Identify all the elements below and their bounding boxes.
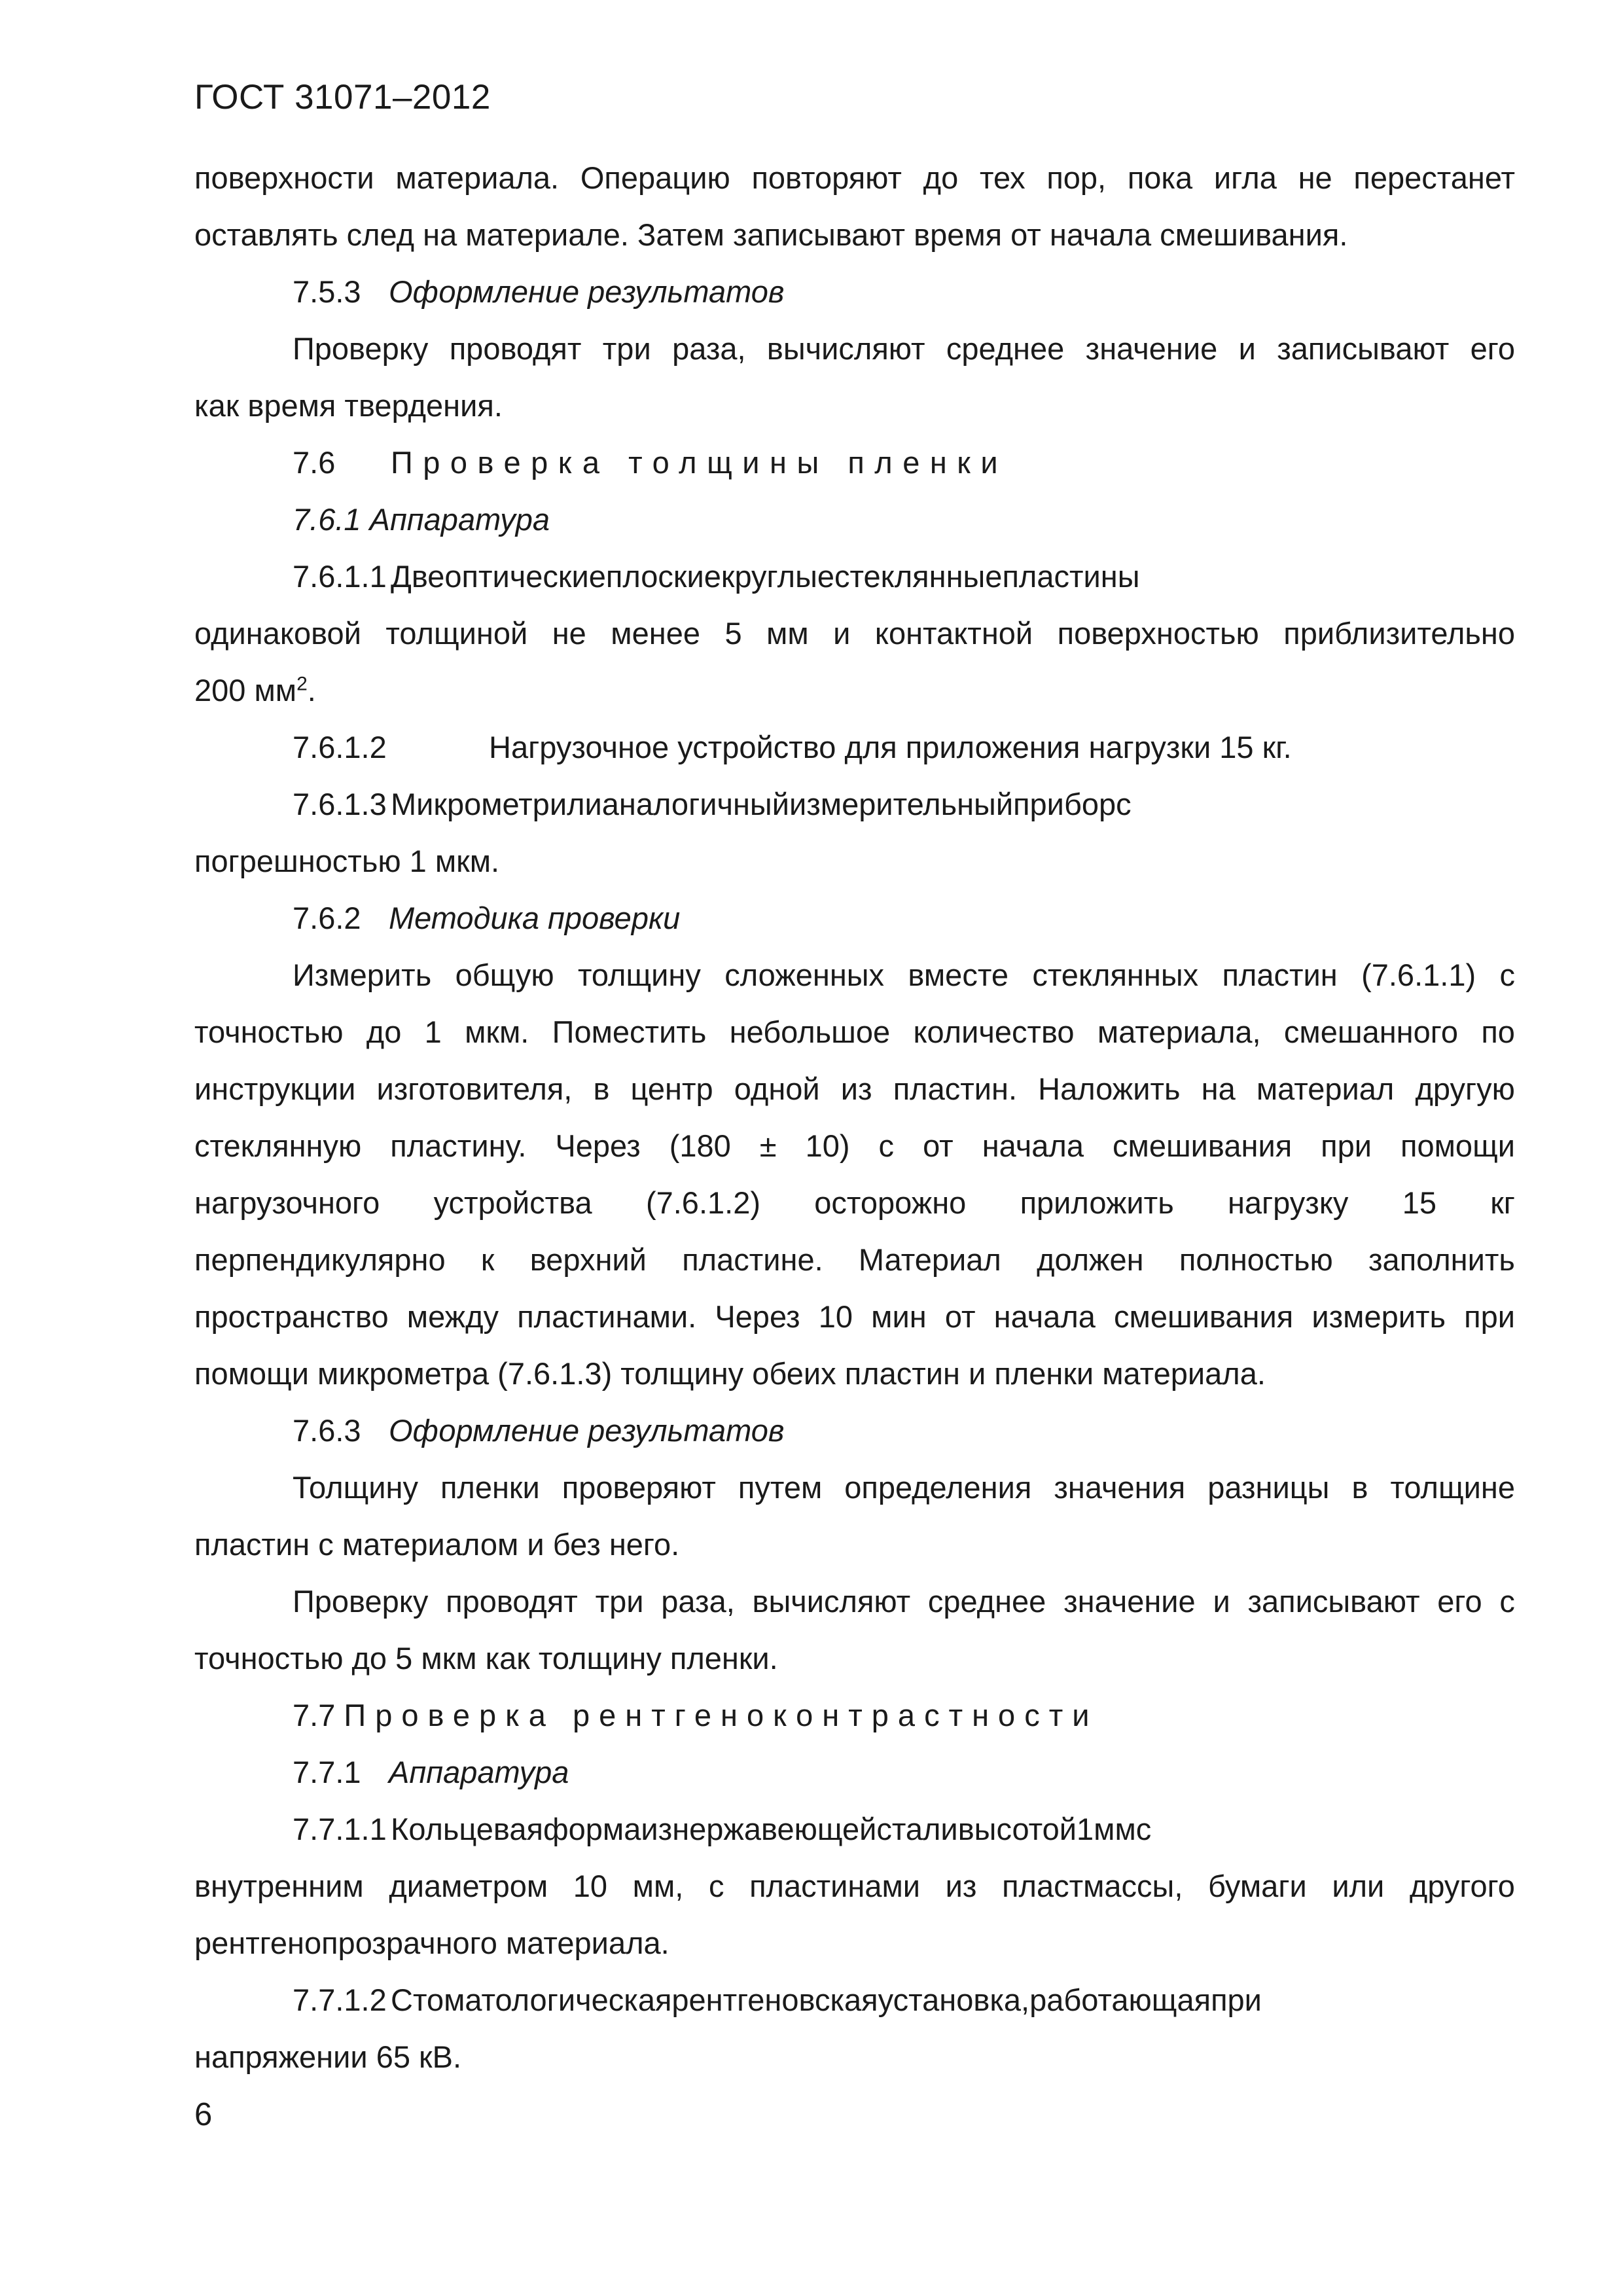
word: пластины <box>1002 559 1140 594</box>
section-heading-7-5-3 <box>194 263 1515 320</box>
section-heading-7-6-3 <box>194 1402 1515 1459</box>
word: высотой <box>957 1812 1077 1846</box>
word: измерительный <box>789 787 1014 821</box>
word: Наложить <box>1038 1071 1181 1106</box>
word: и <box>1213 1584 1230 1619</box>
word: 1 <box>1076 1812 1094 1846</box>
word: к <box>480 1242 495 1277</box>
word: и <box>833 616 851 651</box>
word: центр <box>630 1071 713 1106</box>
paragraph-line: помощи микрометра (7.6.1.3) толщину обеих пластин и пленки материала. <box>194 1356 1266 1391</box>
line-words <box>391 1801 1515 1857</box>
word: в <box>593 1071 610 1106</box>
word: из <box>945 1869 977 1903</box>
word: до <box>366 1014 402 1049</box>
section-heading-7-6-1: 7.6.1 Аппаратура <box>293 502 550 537</box>
word: работающая <box>1029 1982 1211 2017</box>
word: мкм. <box>465 1014 529 1049</box>
word: не <box>552 616 586 651</box>
word: определения <box>844 1470 1032 1505</box>
paragraph-line <box>194 548 1515 605</box>
word: Поместить <box>552 1014 707 1049</box>
document-body <box>194 149 1515 2085</box>
section-number: 7.6.1.2 <box>293 730 387 764</box>
word: не <box>1298 160 1332 195</box>
line-words <box>391 548 1515 605</box>
word: из <box>641 1812 673 1846</box>
word: проверяют <box>562 1470 716 1505</box>
paragraph-line <box>194 1801 1515 1857</box>
word: Толщину <box>293 1470 418 1505</box>
section-number: 7.7.1.1 <box>293 1812 387 1846</box>
paragraph-line <box>194 1117 1515 1174</box>
paragraph-line <box>194 1857 1515 1914</box>
paragraph-line <box>194 1573 1515 1630</box>
section-number: 7.5.3 <box>293 274 361 309</box>
word: с <box>1499 958 1515 992</box>
word: нержавеющей <box>672 1812 877 1846</box>
paragraph-line <box>194 662 1515 719</box>
word: пластинами <box>749 1869 921 1903</box>
word: пока <box>1127 160 1193 195</box>
word: пластинами. <box>517 1299 697 1334</box>
word: материала, <box>1097 1014 1261 1049</box>
section-heading-7-7-1 <box>194 1744 1515 1801</box>
word: с <box>1135 1812 1152 1846</box>
section-title: Оформление результатов <box>389 1413 785 1448</box>
word: точностью <box>194 1014 344 1049</box>
word: проводят <box>449 331 582 366</box>
word: среднее <box>946 331 1065 366</box>
word: количество <box>913 1014 1075 1049</box>
word: между <box>406 1299 499 1334</box>
word: раза, <box>672 331 746 366</box>
word: 10 <box>573 1869 608 1903</box>
word: нагрузочного <box>194 1185 380 1220</box>
word: вместе <box>908 958 1008 992</box>
word: приблизительно <box>1283 616 1515 651</box>
paragraph-line <box>194 605 1515 662</box>
word: от <box>923 1128 954 1163</box>
word: мм <box>1094 1812 1136 1846</box>
page-number: 6 <box>194 2097 213 2132</box>
word: при <box>1464 1299 1515 1334</box>
word: Через <box>715 1299 800 1334</box>
paragraph-line <box>194 149 1515 206</box>
word: Измерить <box>293 958 432 992</box>
word: вычисляют <box>766 331 925 366</box>
word: Проверку <box>293 331 429 366</box>
word: диаметром <box>389 1869 548 1903</box>
word: в <box>1351 1470 1368 1505</box>
paragraph-line: напряжении 65 кВ. <box>194 2039 462 2074</box>
word: пластмассы, <box>1002 1869 1183 1903</box>
section-7-6-1-2 <box>194 719 1515 776</box>
word: контактной <box>874 616 1033 651</box>
word: оптические <box>444 559 606 594</box>
section-heading-7-6 <box>194 434 1515 491</box>
word: перпендикулярно <box>194 1242 446 1277</box>
word: измерить <box>1311 1299 1446 1334</box>
section-title: Аппаратура <box>389 1755 569 1789</box>
word: поверхности <box>194 160 374 195</box>
section-text: Нагрузочное устройство для приложения нагрузки 15 кг. <box>489 730 1292 764</box>
word: по <box>1481 1014 1515 1049</box>
word: Проверку <box>293 1584 429 1619</box>
word: проводят <box>446 1584 578 1619</box>
word: устройства <box>433 1185 592 1220</box>
word: смешанного <box>1283 1014 1459 1049</box>
word: игла <box>1213 160 1277 195</box>
word: пластине. <box>682 1242 823 1277</box>
paragraph-line <box>194 320 1515 377</box>
word: его <box>1470 331 1515 366</box>
paragraph-line <box>194 1459 1515 1516</box>
word: верхний <box>529 1242 647 1277</box>
word: толщиной <box>385 616 528 651</box>
superscript: 2 <box>296 673 308 695</box>
paragraph-line <box>194 1971 1515 2028</box>
word: стеклянные <box>834 559 1003 594</box>
word: пластин. <box>893 1071 1018 1106</box>
word: заполнить <box>1368 1242 1515 1277</box>
word: на <box>1201 1071 1236 1106</box>
word: общую <box>455 958 554 992</box>
line-words <box>391 776 1515 833</box>
word: с <box>1116 787 1132 821</box>
word: прибор <box>1013 787 1116 821</box>
paragraph-line <box>194 1003 1515 1060</box>
word: Через <box>555 1128 641 1163</box>
word: материал <box>1256 1071 1395 1106</box>
word: смешивания <box>1114 1299 1294 1334</box>
word: мм <box>766 616 809 651</box>
word: менее <box>611 616 700 651</box>
paragraph-line <box>194 1174 1515 1231</box>
word: 10 <box>818 1299 853 1334</box>
word: при <box>1321 1128 1372 1163</box>
paragraph-line <box>194 946 1515 1003</box>
word: Кольцевая <box>391 1812 543 1846</box>
line-words <box>391 1971 1515 2028</box>
section-number: 7.6.3 <box>293 1413 361 1448</box>
word: значения <box>1054 1470 1186 1505</box>
section-number: 7.7.1.2 <box>293 1982 387 2017</box>
word: перестанет <box>1353 160 1515 195</box>
paragraph-line <box>194 776 1515 833</box>
section-number: 7.6.1.1 <box>293 559 387 594</box>
word: инструкции <box>194 1071 356 1106</box>
word: мм, <box>632 1869 684 1903</box>
word: пространство <box>194 1299 389 1334</box>
word: вычисляют <box>752 1584 911 1619</box>
paragraph-line: точностью до 5 мкм как толщину пленки. <box>194 1641 778 1676</box>
word: помощи <box>1400 1128 1515 1163</box>
word: путем <box>738 1470 823 1505</box>
word: другого <box>1409 1869 1515 1903</box>
word: другую <box>1415 1071 1515 1106</box>
word: круглые <box>721 559 835 594</box>
word: повторяют <box>751 160 902 195</box>
line-text: 200 мм <box>194 673 297 708</box>
word: стеклянных <box>1032 958 1199 992</box>
word: значение <box>1085 331 1218 366</box>
paragraph-line <box>194 1231 1515 1288</box>
section-number: 7.6.2 <box>293 901 361 935</box>
word: от <box>944 1299 976 1334</box>
word: до <box>923 160 959 195</box>
word: одной <box>734 1071 820 1106</box>
word: сложенных <box>724 958 885 992</box>
section-number: 7.6 <box>293 445 336 480</box>
word: изготовителя, <box>376 1071 573 1106</box>
word: из <box>840 1071 872 1106</box>
word: или <box>549 787 602 821</box>
word: тех <box>979 160 1026 195</box>
word: при <box>1211 1982 1262 2017</box>
word: стали <box>876 1812 958 1846</box>
word: форма <box>543 1812 641 1846</box>
word: поверхностью <box>1057 616 1259 651</box>
paragraph-line <box>194 1288 1515 1345</box>
paragraph-line <box>194 1060 1515 1117</box>
word: три <box>602 331 651 366</box>
word: аналогичный <box>601 787 789 821</box>
word: Стоматологическая <box>391 1982 672 2017</box>
word: начала <box>982 1128 1084 1163</box>
word: полностью <box>1179 1242 1333 1277</box>
word: значение <box>1063 1584 1196 1619</box>
paragraph-line: пластин с материалом и без него. <box>194 1527 680 1562</box>
word: или <box>1332 1869 1385 1903</box>
section-heading-7-7 <box>194 1687 1515 1744</box>
word: пластин <box>1222 958 1338 992</box>
word: (180 <box>669 1128 731 1163</box>
word: Операцию <box>580 160 730 195</box>
word: пленки <box>440 1470 540 1505</box>
word: рентгеновская <box>671 1982 878 2017</box>
word: 10) <box>805 1128 850 1163</box>
section-number: 7.6.1.3 <box>293 787 387 821</box>
word: осторожно <box>814 1185 967 1220</box>
word: ± <box>759 1128 777 1163</box>
word: внутренним <box>194 1869 364 1903</box>
section-title: Методика проверки <box>389 901 681 935</box>
word: Материал <box>858 1242 1001 1277</box>
word: толщину <box>577 958 701 992</box>
word: установка, <box>878 1982 1030 2017</box>
word: с <box>878 1128 895 1163</box>
section-heading-7-6-2 <box>194 889 1515 946</box>
word: записывают <box>1277 331 1450 366</box>
document-header: ГОСТ 31071–2012 <box>194 78 491 117</box>
word: кг <box>1490 1185 1515 1220</box>
section-number: 7.7 <box>293 1698 336 1732</box>
section-title: Проверка рентгеноконтрастности <box>344 1698 1099 1732</box>
word: 15 <box>1402 1185 1436 1220</box>
word: должен <box>1037 1242 1144 1277</box>
word: бумаги <box>1208 1869 1307 1903</box>
word: разницы <box>1207 1470 1330 1505</box>
word: (7.6.1.1) <box>1361 958 1476 992</box>
paragraph-line: как время твердения. <box>194 388 503 423</box>
word: раза, <box>661 1584 735 1619</box>
word: с <box>708 1869 724 1903</box>
word: одинаковой <box>194 616 361 651</box>
word: смешивания <box>1113 1128 1293 1163</box>
word: три <box>595 1584 644 1619</box>
paragraph-line: оставлять след на материале. Затем записывают время от начала смешивания. <box>194 217 1348 252</box>
section-title: Оформление результатов <box>389 274 785 309</box>
word: пластину. <box>390 1128 527 1163</box>
word: 1 <box>424 1014 442 1049</box>
word: материала. <box>395 160 560 195</box>
line-end: . <box>307 673 316 708</box>
word: нагрузку <box>1227 1185 1349 1220</box>
word: с <box>1499 1584 1515 1619</box>
section-title: Проверка толщины пленки <box>391 445 1008 480</box>
word: 5 <box>724 616 742 651</box>
word: стеклянную <box>194 1128 362 1163</box>
word: Микрометр <box>391 787 550 821</box>
section-number: 7.7.1 <box>293 1755 361 1789</box>
word: (7.6.1.2) <box>645 1185 760 1220</box>
word: небольшое <box>729 1014 891 1049</box>
paragraph-line: рентгенопрозрачного материала. <box>194 1926 669 1960</box>
word: плоские <box>605 559 721 594</box>
word: записывают <box>1247 1584 1420 1619</box>
word: приложить <box>1020 1185 1174 1220</box>
word: Две <box>391 559 445 594</box>
word: мин <box>871 1299 927 1334</box>
word: пор, <box>1046 160 1107 195</box>
word: начала <box>993 1299 1096 1334</box>
word: его <box>1437 1584 1482 1619</box>
word: среднее <box>927 1584 1046 1619</box>
word: и <box>1238 331 1256 366</box>
paragraph-line: погрешностью 1 мкм. <box>194 844 500 878</box>
word: толщине <box>1390 1470 1515 1505</box>
